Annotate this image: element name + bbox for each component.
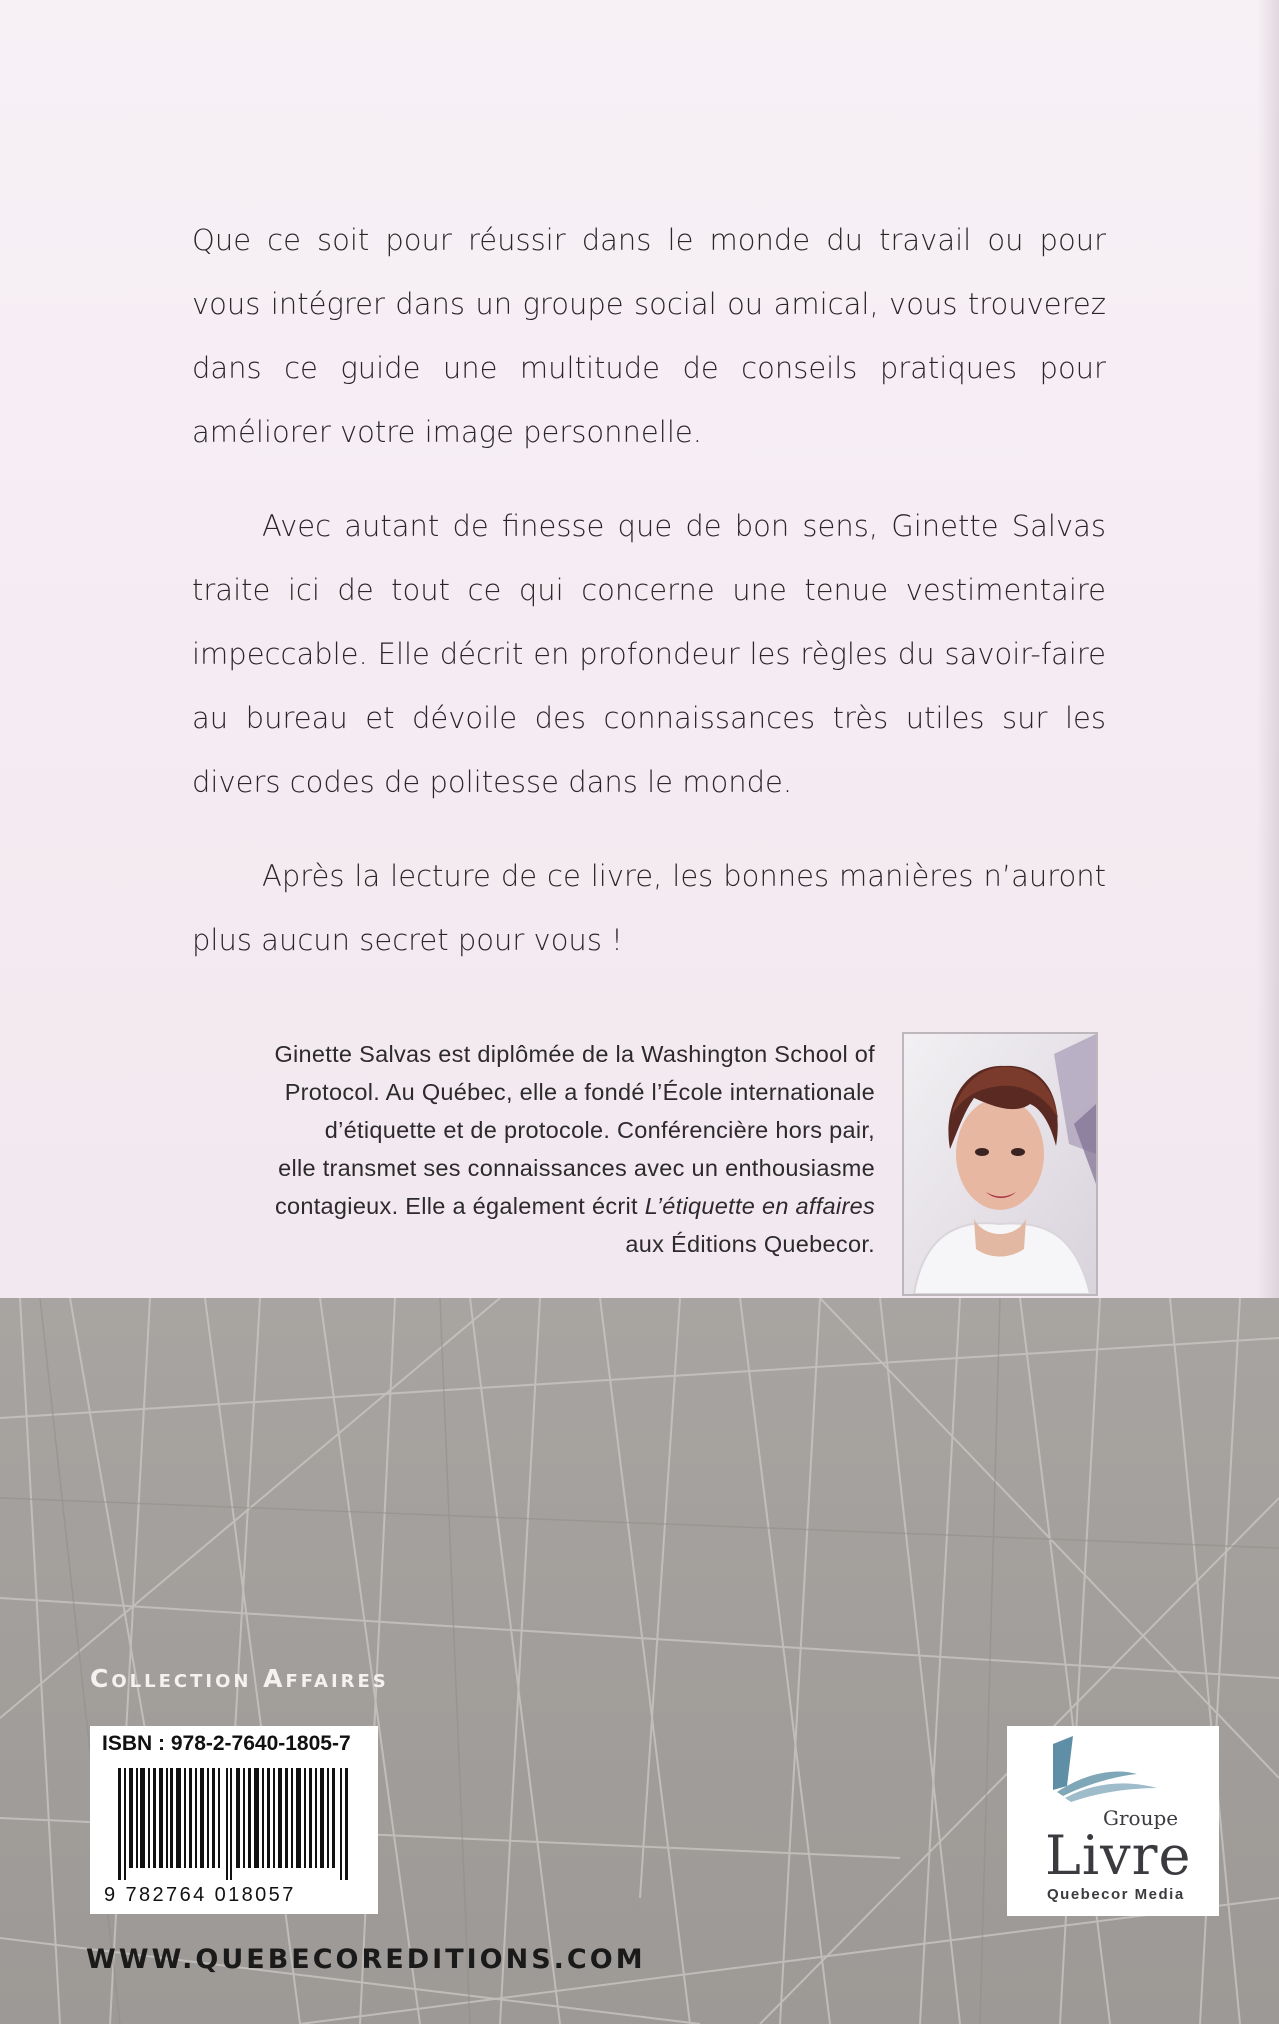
isbn-barcode-box [90, 1726, 378, 1914]
author-portrait-icon [904, 1034, 1096, 1294]
author-bio-line: aux Éditions Quebecor. [625, 1231, 875, 1257]
blurb-paragraph-3: Après la lecture de ce livre, les bonnes manières n’auront plus aucun secret pour vous ! [192, 859, 1106, 957]
author-bio-line: elle transmet ses connaissances avec un enthousiasme [278, 1155, 875, 1181]
author-bio-line: Ginette Salvas est diplômée de la Washington School of [274, 1041, 875, 1067]
author-bio-line [160, 1187, 875, 1225]
barcode-icon [104, 1768, 366, 1880]
collection-title: Collection Affaires [90, 1664, 389, 1693]
logo-livre-text: Livre [1045, 1824, 1192, 1887]
publisher-website: WWW.QUEBECOREDITIONS.COM [86, 1944, 646, 1975]
author-photo [902, 1032, 1098, 1296]
author-bio-line: d’étiquette et de protocole. Conférencière hors pair, [324, 1117, 875, 1143]
logo-subtitle: Quebecor Media [1047, 1886, 1185, 1903]
blurb-paragraph-2: Avec autant de finesse que de bon sens, Ginette Salvas traite ici de tout ce qui concerne une tenue vestimentaire impeccable. Elle décrit en profondeur les règles du savoir-faire au bureau et dévoile des connaissances très utiles sur les divers codes de politesse dans le monde. [192, 509, 1106, 799]
author-bio-line: Protocol. Au Québec, elle a fondé l’École internationale [284, 1079, 875, 1105]
blurb-paragraph-1: Que ce soit pour réussir dans le monde du travail ou pour vous intégrer dans un groupe social ou amical, vous trouverez dans ce guide une multitude de conseils pratiques pour améliorer votre image personnelle. [192, 223, 1106, 449]
publisher-logo [1007, 1726, 1219, 1916]
logo-groupe-text: Groupe [1103, 1806, 1179, 1830]
author-bio-text: contagieux. Elle a également écrit [274, 1193, 645, 1219]
other-book-title: L’étiquette en affaires [644, 1193, 875, 1219]
author-bio [160, 1035, 875, 1263]
book-pages-icon [1007, 1726, 1219, 1816]
isbn-label: ISBN : 978-2-7640-1805-7 [102, 1732, 351, 1755]
book-blurb [192, 208, 1106, 1002]
barcode-digits: 9 782764 018057 [104, 1884, 296, 1906]
